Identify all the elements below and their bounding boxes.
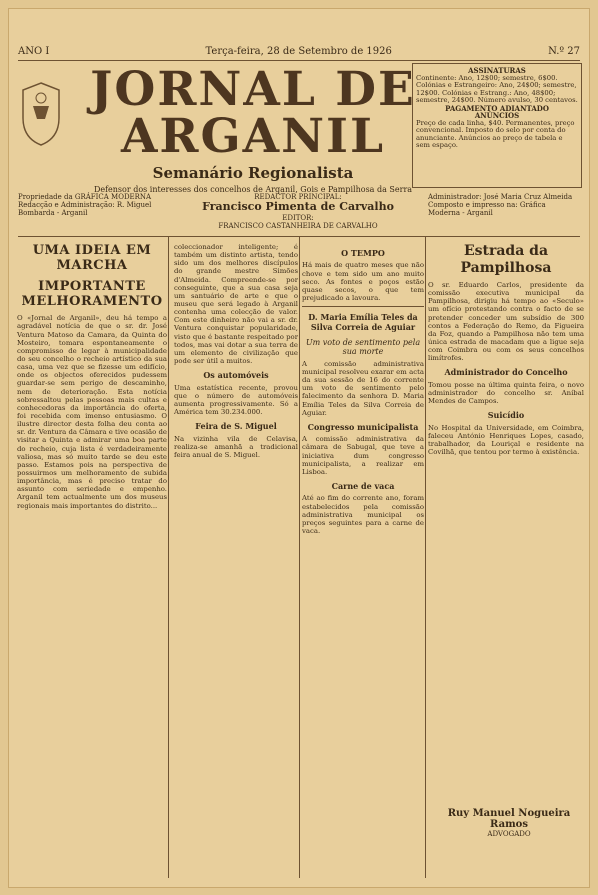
number-label: N.º 27: [548, 46, 580, 57]
ad-name: Ruy Manuel Nogueira Ramos: [447, 808, 571, 830]
article-heading: Estrada da Pampilhosa: [460, 243, 552, 276]
issue-line: [18, 46, 580, 57]
year-label: ANO I: [18, 46, 50, 57]
column-divider: [299, 236, 300, 878]
masthead: [63, 62, 443, 194]
article-heading: O TEMPO: [341, 248, 385, 258]
column-3: [302, 243, 424, 538]
newspaper-motto: Defensor dos interesses dos concelhos de Arganil, Gois e Pampilhosa da Serra: [93, 185, 413, 194]
divider: [302, 306, 424, 307]
print-text: Composto e impresso na: Gráfica Moderna - Arganil: [428, 201, 546, 218]
ads-text: Preço de cada linha, $40. Permanentes, preço convencional. Imposto do selo por conta do anunciante. Anúncios ao preço de tabela e sem espaço.: [416, 118, 575, 150]
article-text: Uma estatística recente, provou que o número de automóveis aumenta progressivamente. Só a América tem 30.234.000.: [174, 383, 298, 416]
article-heading: D. Maria Emília Teles da Silva Correia de Aguiar: [308, 312, 418, 332]
column-4: [428, 243, 584, 459]
article-heading: Suicídio: [487, 410, 525, 421]
article-text: Na vizinha vila de Celavisa, realiza-se amanhã a tradicional feira anual de S. Miguel.: [174, 434, 298, 459]
admin-box: [428, 193, 578, 217]
article-heading: UMA IDEIA EM MARCHA: [32, 243, 152, 274]
crest-icon: [16, 80, 66, 148]
ad-subtitle: ADVOGADO: [487, 830, 531, 838]
column-2: [174, 243, 298, 462]
article-text: A comissão administrativa da câmara de Sabugal, que teve a iniciativa dum congresso municipalista, a realizar em Lisboa.: [302, 435, 424, 476]
article-text: No Hospital da Universidade, em Coimbra, faleceu António Henriques Lopes, casado, trabalhador, da Louriçal e residente na Covilhã, que tentou por termo à existência.: [428, 423, 584, 457]
article-text: coleccionador inteligente; é também um distinto artista, tendo sido um dos melhores discípulos do grande mestre Simões d'Almeida. Compreende-se por conseguinte, que a sua casa seja um santuário de arte e que o museu que será legado à Arganil contenha uma colecção de valor. Com este dinheiro não vai a sr. dr. Ventura conquistar popularidade, visto que é bastante respeitado por todos, mas vai dotar a sua terra de um elemento de civilização que pode ser útil a muitos.: [174, 243, 298, 365]
article-text: Tomou posse na última quinta feira, o novo administrador do concelho sr. Aníbal Mendes de Campos.: [428, 380, 584, 406]
owner-text: Propriedade da GRÁFICA MODERNA: [18, 193, 152, 201]
article-text: Até ao fim do corrente ano, foram estabelecidos pela comissão administrativa municipal os preços seguintes para a carne de vaca.: [302, 494, 424, 536]
admin-name: José Maria Cruz Almeida: [483, 193, 573, 201]
article-heading: Congresso municipalista: [307, 421, 419, 432]
article-heading: Feira de S. Miguel: [195, 421, 277, 432]
top-rule: [18, 60, 580, 61]
article-title: IMPORTANTE MELHORAMENTO: [21, 278, 163, 309]
subscription-box: [412, 63, 582, 188]
payment-note: PAGAMENTO ADIANTADO: [445, 103, 549, 113]
office-text: Redacção e Administração: R. Miguel Bombarda - Arganil: [18, 201, 152, 218]
subscription-heading: ASSINATURAS: [468, 66, 526, 75]
article-heading: Os automóveis: [203, 370, 269, 381]
newspaper-title: JORNAL DE ARGANIL: [90, 62, 416, 164]
article-subheading: Um voto de sentimento pela sua morte: [305, 338, 421, 357]
article-text: Há mais de quatro meses que não chove e tem sido um ano muito seco. As fontes e poços estão quase secos, o que tem prejudicado a lavoura.: [302, 261, 424, 302]
article-text: O «Jornal de Arganil», deu há tempo a agradável notícia de que o sr. dr. José Ventura Matoso da Camara, da Quinta do Mosteiro, tomara espontaneamente o compromisso de legar à municipalidade do seu concelho o recheio artístico da sua casa, uma vez que se fizesse um edifício, onde os objectos oferecidos pudessem guardar-se sem perigo de descaminho, nem de deterioração. Esta notícia sobressaltou pelas pessoas mais cultas e conhecedoras da importância do oferta, foi recebida com imenso entusiasmo. O ilustre director desta folha deu conta ao sr. dr. Ventura da Câmara e tive ocasião de visitar a Quinta e admirar uma boa parte do recheio, cuja lista é verdadeiramente valiosa, mas só muito tarde se deu este passo. Estamos pois na perspectiva de possuirmos um melhoramento de subida importância, mas é preciso tratar do assunto com seriedade e empenho. Arganil tem actualmente um dos museus regionais mais importantes do distrito...: [17, 314, 167, 510]
column-1: [17, 243, 167, 513]
editor-name: FRANCISCO CASTANHEIRA DE CARVALHO: [218, 221, 378, 230]
owner-box: [18, 193, 158, 217]
article-text: A comissão administrativa municipal resolveu exarar em acta da sua sessão de 16 do corrente um voto de sentimento pelo falecimento da senhora D. Maria Emília Teles da Silva Correia de Aguiar.: [302, 359, 424, 417]
newspaper-page: [8, 8, 590, 888]
subscription-text: Continente: Ano, 12$00; semestre, 6$00. Colónias e Estrangeiro: Ano, 24$00; semestre, 12$00. Colónias e Estrang.: Ano, 48$00; semestre, 24$00. Número avulso, 30 centavos.: [416, 73, 578, 105]
date-label: Terça-feira, 28 de Setembro de 1926: [205, 46, 392, 57]
director-label: REDACTOR PRINCIPAL:: [254, 193, 342, 201]
column-divider: [425, 236, 426, 878]
director-name: Francisco Pimenta de Carvalho: [202, 200, 394, 214]
article-heading: Administrador do Concelho: [444, 367, 568, 378]
newspaper-subtitle: Semanário Regionalista: [152, 164, 354, 182]
admin-label: Administrador:: [428, 193, 482, 201]
lawyer-ad: [434, 808, 584, 838]
ads-heading: ANÚNCIOS: [474, 111, 520, 121]
column-divider: [168, 236, 169, 878]
director-box: [178, 193, 418, 230]
article-text: O sr. Eduardo Carlos, presidente da comissão executiva municipal da Pampilhosa, dirigiu há tempo ao «Seculo» um ofício protestando contra o facto de se pretender conceder um subsídio de 300 contos a Federação do Remo, da Figueira da Foz, quando a Pampilhosa não tem uma única estrada de macadam que a ligue seja com Coimbra ou com os seus concelhos limítrofes.: [428, 281, 584, 363]
article-heading: Carne de vaca: [331, 481, 395, 492]
editor-label: EDITOR:: [282, 213, 314, 222]
